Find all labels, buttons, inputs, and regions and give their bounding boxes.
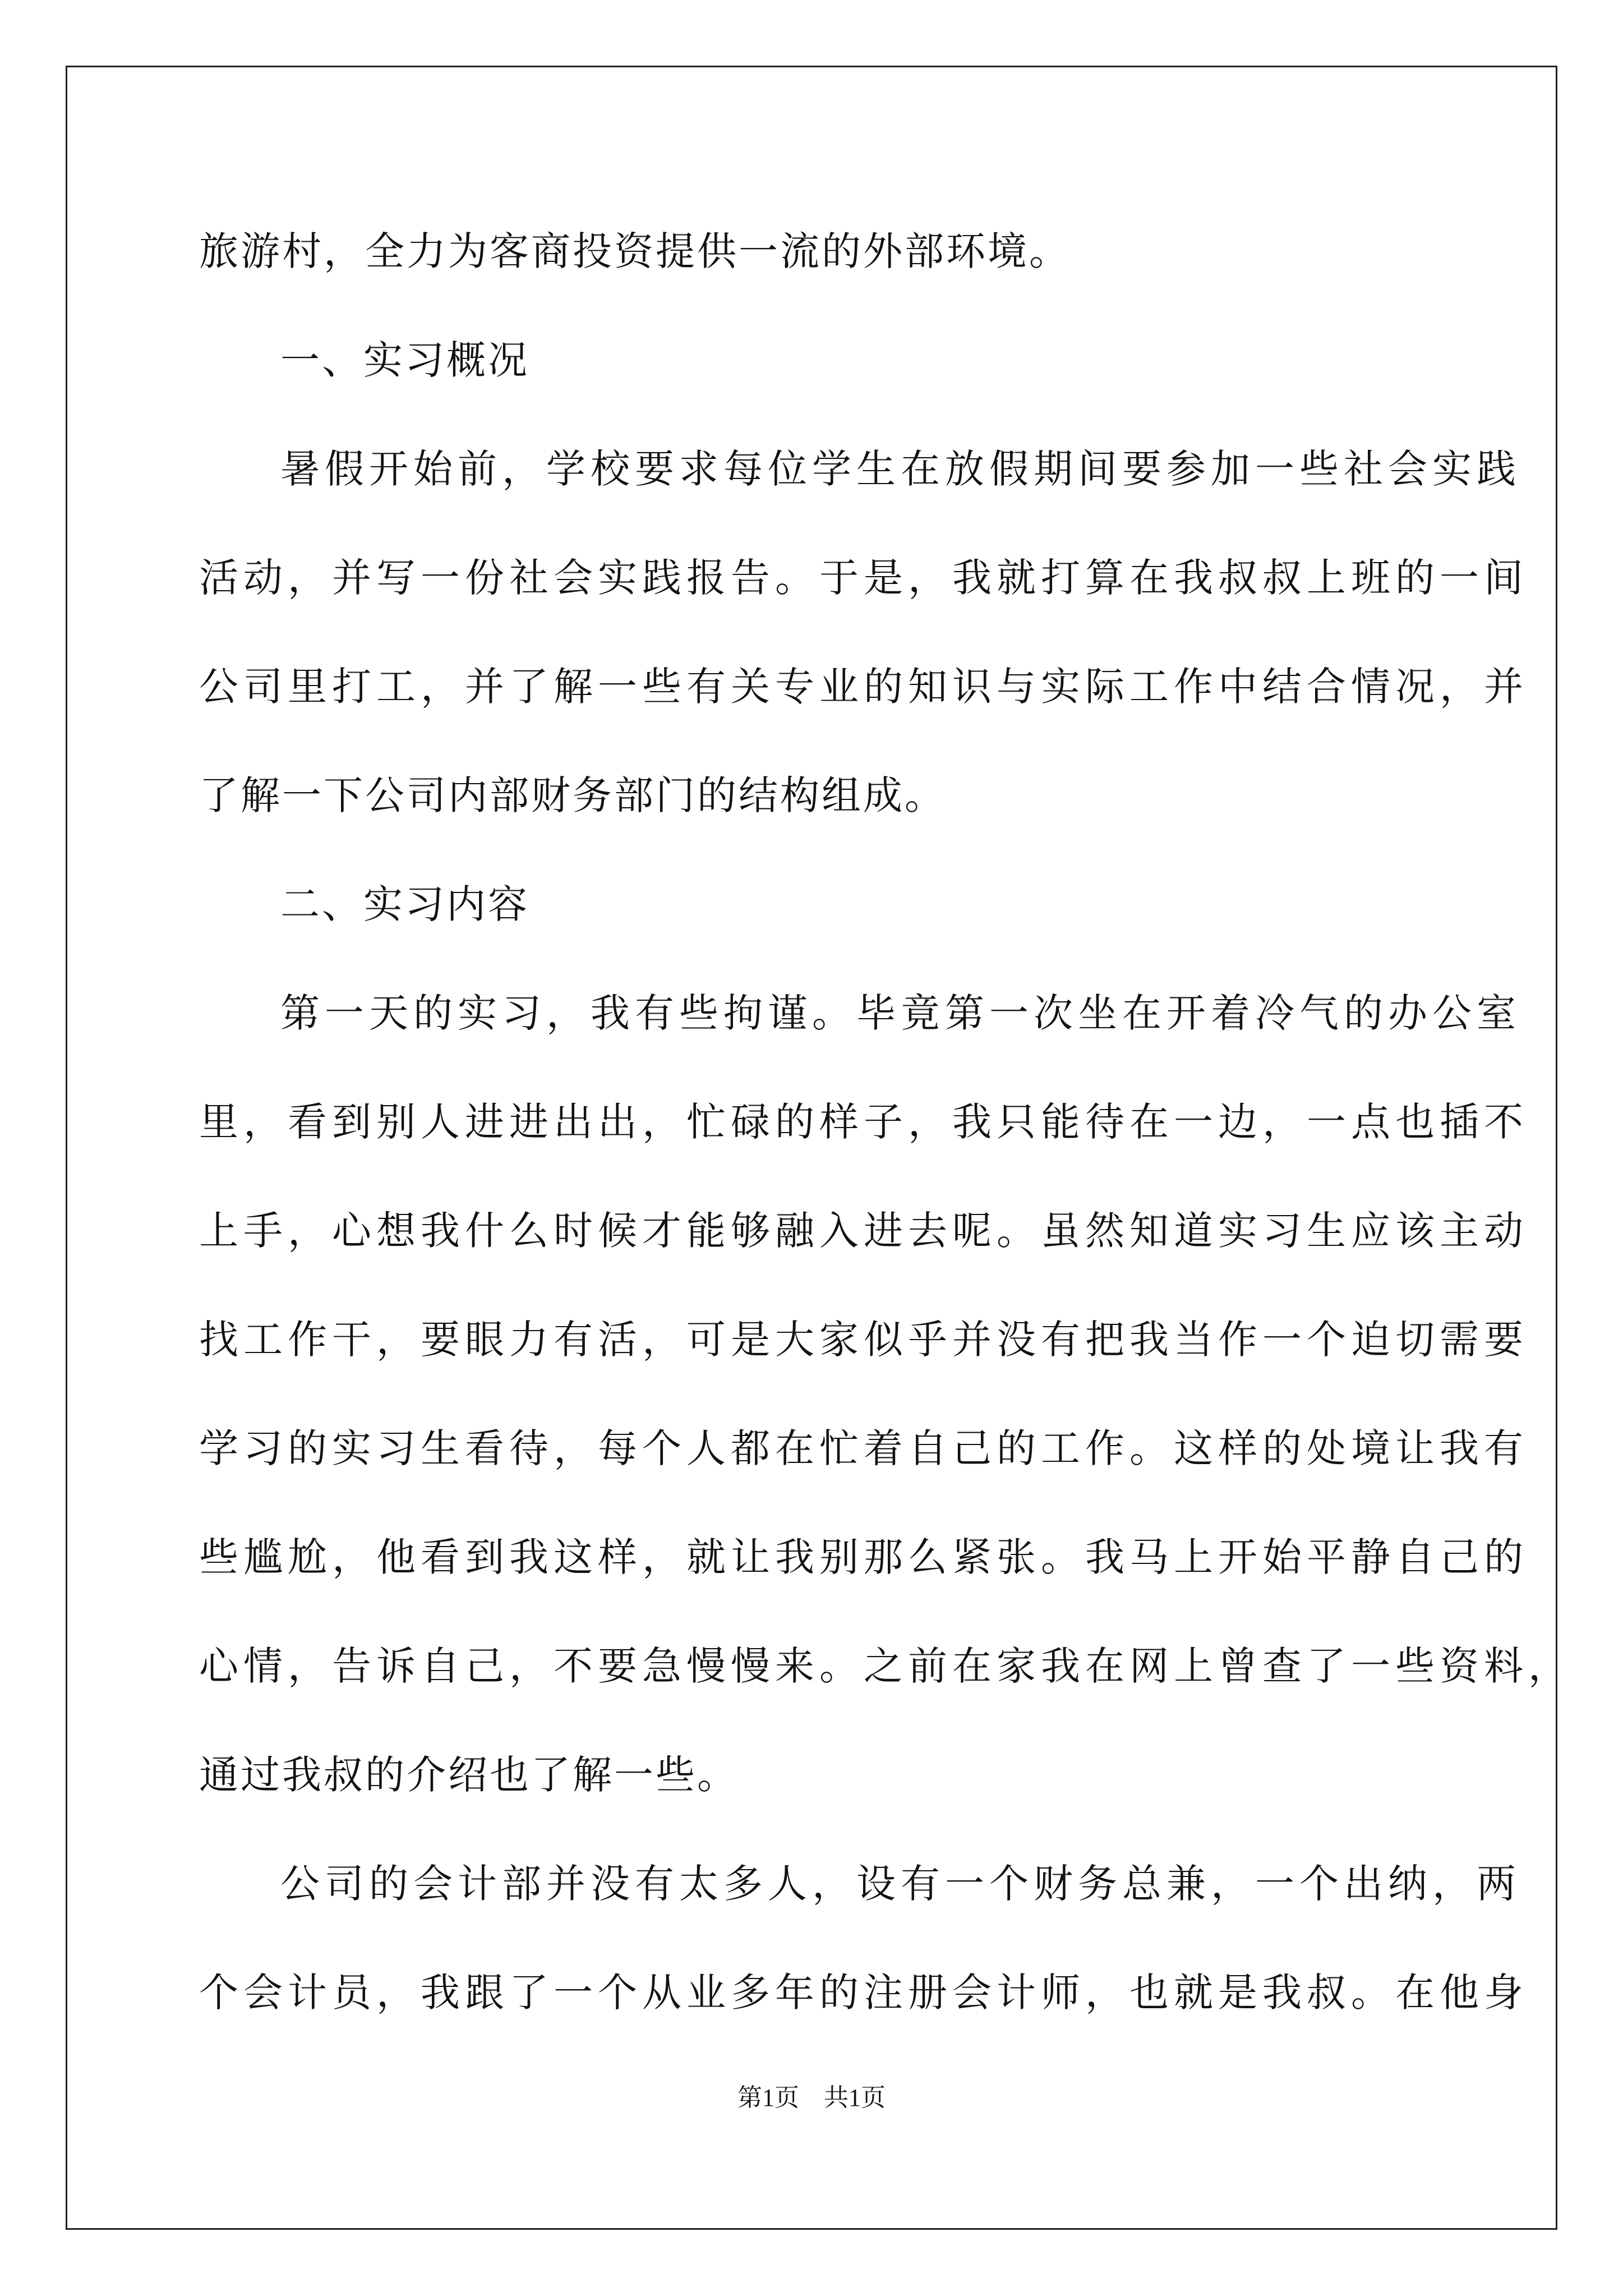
paragraph-line: 了解一下公司内部财务部门的结构组成。 [199, 772, 946, 818]
paragraph-line: 公司里打工，并了解一些有关专业的知识与实际工作中结合情况，并 [199, 664, 1528, 710]
paragraph-line: 第一天的实习，我有些拘谨。毕竟第一次坐在开着冷气的办公室 [280, 990, 1521, 1036]
section-heading: 一、实习概况 [280, 337, 529, 383]
paragraph-line: 公司的会计部并没有太多人，设有一个财务总兼，一个出纳，两 [280, 1861, 1521, 1907]
paragraph-line: 学习的实习生看待，每个人都在忙着自己的工作。这样的处境让我有 [199, 1425, 1528, 1471]
paragraph-line: 心情，告诉自己，不要急慢慢来。之前在家我在网上曾查了一些资料， [199, 1643, 1573, 1689]
paragraph-line: 个会计员，我跟了一个从业多年的注册会计师，也就是我叔。在他身 [199, 1970, 1528, 2016]
page-footer: 第1页 共1页 [737, 2084, 886, 2111]
paragraph-line: 里，看到别人进进出出，忙碌的样子，我只能待在一边，一点也插不 [199, 1099, 1528, 1145]
paragraph-line: 活动，并写一份社会实践报告。于是，我就打算在我叔叔上班的一间 [199, 555, 1528, 601]
paragraph-line: 暑假开始前，学校要求每位学生在放假期间要参加一些社会实践 [280, 446, 1521, 492]
paragraph-line: 些尴尬，他看到我这样，就让我别那么紧张。我马上开始平静自己的 [199, 1534, 1528, 1580]
paragraph-line: 找工作干，要眼力有活，可是大家似乎并没有把我当作一个迫切需要 [199, 1317, 1528, 1363]
section-heading: 二、实习内容 [280, 881, 529, 927]
paragraph-line: 通过我叔的介绍也了解一些。 [199, 1752, 739, 1798]
paragraph-line: 旅游村，全力为客商投资提供一流的外部环境。 [199, 228, 1071, 274]
paragraph-line: 上手，心想我什么时候才能够融入进去呢。虽然知道实习生应该主动 [199, 1208, 1528, 1254]
